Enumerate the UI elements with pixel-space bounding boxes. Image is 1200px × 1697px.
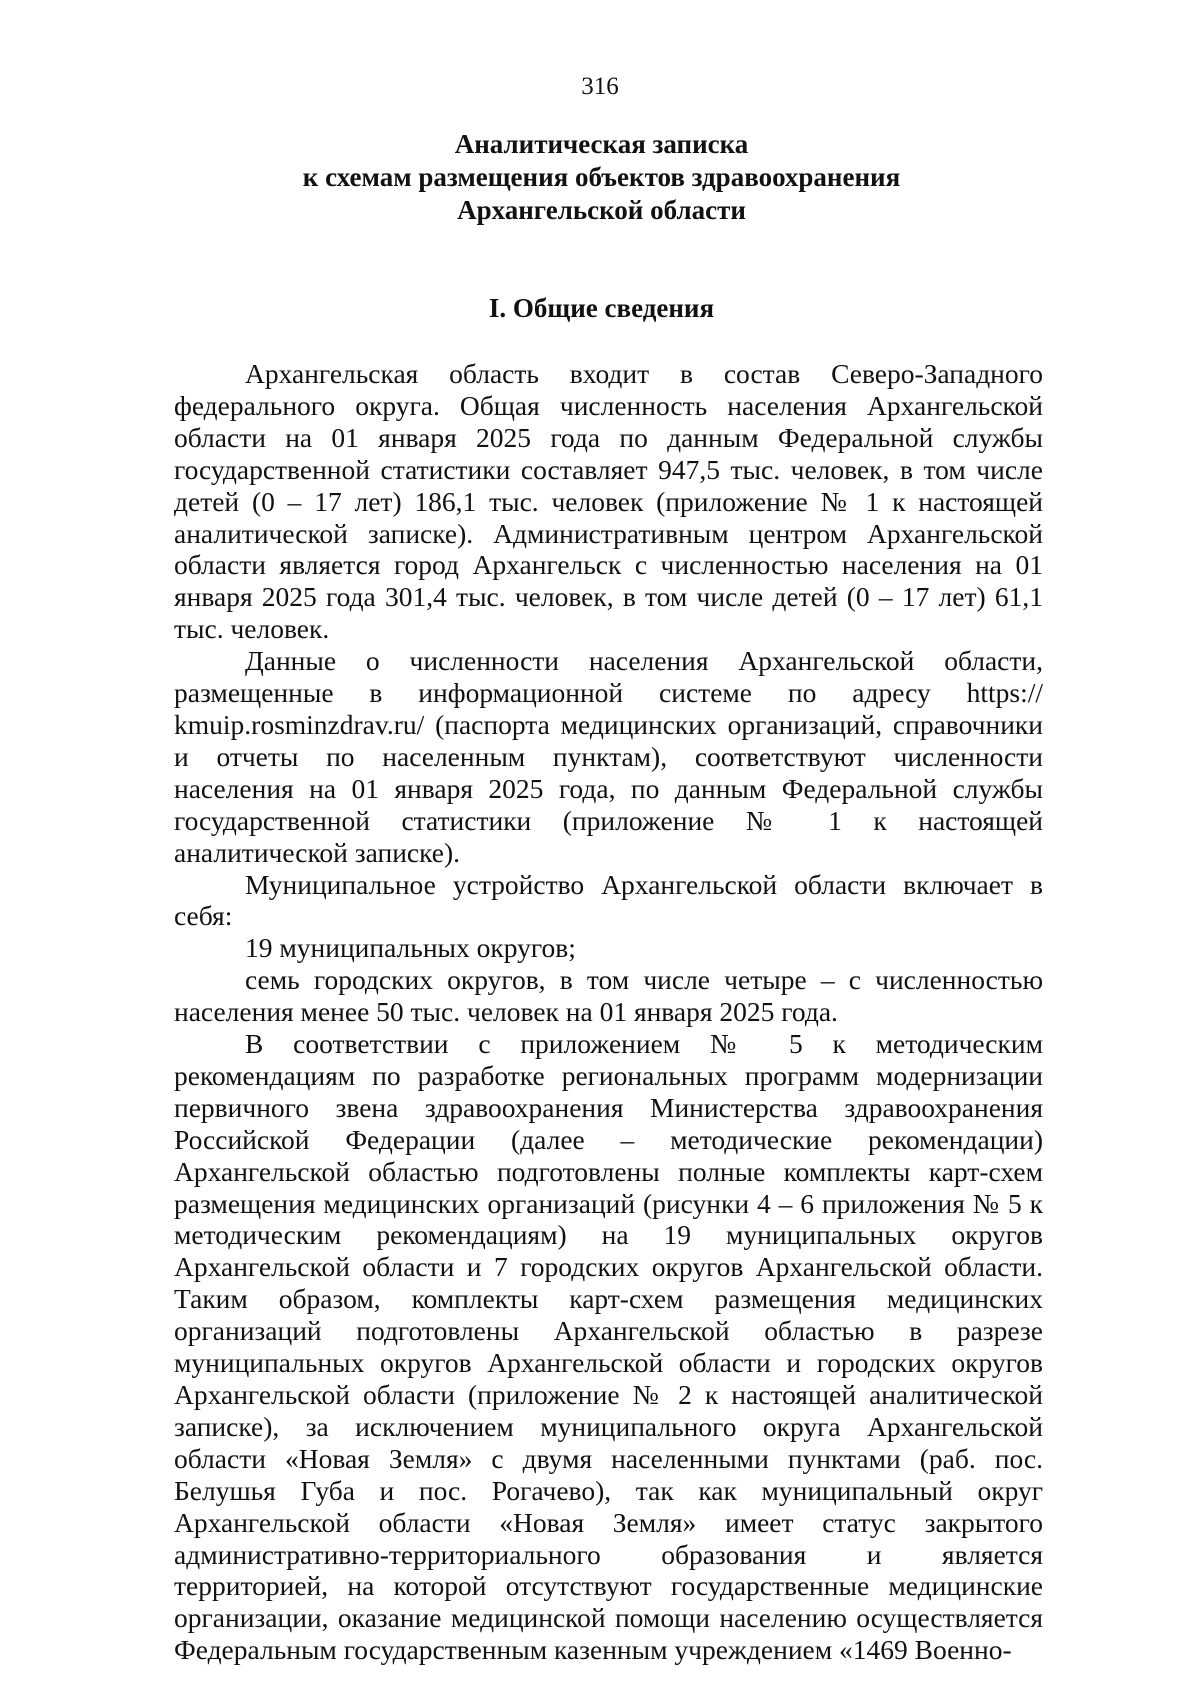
title-line-2: к схемам размещения объектов здравоохранения [302, 162, 901, 192]
paragraph-municipal-structure: Муниципальное устройство Архангельской области включает в себя: [174, 868, 1043, 932]
paragraph-municipal-districts: 19 муниципальных округов; [245, 932, 576, 964]
paragraph-map-schemes: В соответствии с приложением № 5 к методическим рекомендациям по разработке региональных программ модернизации первичного звена здравоохранения Министерства здравоохранения Российской Федерации (далее – методические рекомендации) Архангельской областью подготовлены полные комплекты карт-схем размещения медицинских организаций (рисунки 4 – 6 приложения № 5 к методическим рекомендациям) на 19 муниципальных округов Архангельской области и 7 городских округов Архангельской области. Таким образом, комплекты карт-схем размещения медицинских организаций подготовлены Архангельской областью в разрезе муниципальных округов Архангельской области и городских округов Архангельской области (приложение № 2 к настоящей аналитической записке), за исключением муниципального округа Архангельской области «Новая Земля» с двумя населенными пунктами (раб. пос. Белушья Губа и пос. Рогачево), так как муниципальный округ Архангельской области «Новая Земля» имеет статус закрытого административно-территориального образования и является территорией, на которой отсутствуют государственные медицинские организации, оказание медицинской помощи населению осуществляется Федеральным государственным казенным учреждением «1469 Военно- [174, 1028, 1043, 1666]
section-heading: I. Общие сведения [488, 293, 715, 323]
document-title [160, 128, 1043, 227]
title-line-1: Аналитическая записка [454, 129, 749, 159]
paragraph-urban-districts: семь городских округов, в том числе четыре – с численностью населения менее 50 тыс. человек на 01 января 2025 года. [174, 964, 1043, 1028]
page-number: 316 [581, 73, 619, 100]
paragraph-information-system: Данные о численности населения Архангельской области, размещенные в информационной системе по адресу https:// kmuip.rosminzdrav.ru/ (паспорта медицинских организаций, справочники и отчеты по населенным пунктам), соответствуют численности населения на 01 января 2025 года, по данным Федеральной службы государственной статистики (приложение № 1 к настоящей аналитической записке). [174, 645, 1043, 868]
body-text [174, 358, 1043, 1666]
title-line-3: Архангельской области [457, 195, 746, 225]
paragraph-population: Архангельская область входит в состав Северо-Западного федерального округа. Общая численность населения Архангельской области на 01 января 2025 года по данным Федеральной службы государственной статистики составляет 947,5 тыс. человек, в том числе детей (0 – 17 лет) 186,1 тыс. человек (приложение № 1 к настоящей аналитической записке). Административным центром Архангельской области является город Архангельск с численностью населения на 01 января 2025 года 301,4 тыс. человек, в том числе детей (0 – 17 лет) 61,1 тыс. человек. [174, 358, 1043, 645]
